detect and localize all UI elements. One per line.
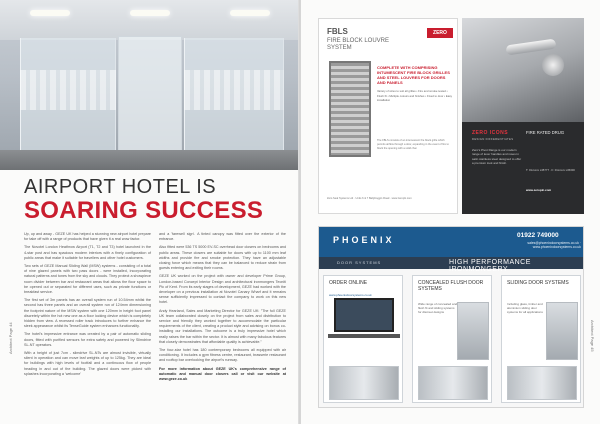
fbls-description: The FBLS consists of an intumescent fire block grille which permits airflow through a door, expanding in the event of fire to block the opening with a solid char. <box>377 139 449 150</box>
rose-image <box>542 54 564 76</box>
box-title: CONCEALED FLUSH DOOR SYSTEMS <box>418 280 484 292</box>
paragraph: With a height of just 7cm - slimdrive SL-NTs are almost invisible, virtually silent in operation and can move leaf weights of up to 125kg. They are ideal for buildings with high levels of footfall and a continuous flow of people heading in and out of the building. The glazed doors were picked with splashes incorporating a 'welcome' <box>24 351 151 376</box>
headline-line2: SOARING SUCCESS <box>24 197 264 224</box>
frosted-band <box>20 70 116 110</box>
ceiling-light <box>130 10 170 16</box>
product-image <box>418 366 488 400</box>
hotel-interior-photo <box>0 0 300 170</box>
phoenix-email: sales@phoenixdoorsystems.co.uk · www.phoenixdoorsystems.co.uk <box>527 241 581 250</box>
product-image <box>507 366 577 400</box>
product-image <box>329 366 399 400</box>
paragraph: Also fitted were 536 TS 5000 EV-SC overhead door closers on bedrooms and public areas. These closers are suitable for doors with up to 1100 mm leaf widths and provide fire and smoke protection. They have an adjustable closing force which means that they can be balanced to reduce strain from guests entering and exiting their rooms. <box>159 245 286 271</box>
sliding-door-box <box>501 275 581 403</box>
page-folio-left: Architect Page 44 <box>8 322 13 354</box>
phoenix-subbar-right: HIGH PERFORMANCE IRONMONGERY <box>449 259 531 273</box>
ceiling-light <box>230 10 270 16</box>
page-folio-right: Architect Page 45 <box>590 320 595 352</box>
handle-photo <box>462 18 584 122</box>
fbls-brand: FBLS <box>327 27 348 36</box>
laptop-image <box>334 298 394 332</box>
floor <box>0 150 300 170</box>
paragraph: Up, up and away - GEZE UK has helped a stunning new airport hotel prepare for take off with a range of products that have given it a real wow factor. <box>24 232 151 242</box>
paragraph: GEZE UK worked on the project with owner and developer Prime Group, London-based Concept Interior Design and architectural ironmongers Tecniti Plc of Kent. From its early stages of development, GEZE had worked with the developer on a previous installation at Novotel Canary Wharf and it remains sense sufficiently impressed to contact the company to work on this new hotel. <box>159 274 286 305</box>
zero-handle-advert <box>462 18 584 214</box>
paragraph: and a 'farewell sign'. A tinted canopy was fitted over the exterior of the entrance. <box>159 232 286 242</box>
paragraph: Andy Hearland, Sales and Marketing Director for GEZE UK: "The full GEZE UK team collaborated closely on the project from sales and distribution to service and friendly they worked together to accommodate the particular requirements of the client, creating a product style and advising on bonus co-installing our installations. The outcome is a truly impressive hotel which really raises the bar within the sector. It is almost with many fabulous features that closely demonstrates that affordable quality is achievable." <box>159 308 286 344</box>
box-text: Wide range of concealed and flush fit and sliding systems for discreet designs <box>418 302 458 315</box>
box-title: SLIDING DOOR SYSTEMS <box>507 280 569 286</box>
phoenix-subbar <box>319 257 584 273</box>
frosted-band <box>184 70 284 110</box>
box-link: www.phoenixdoorsystems.co.uk <box>329 293 372 297</box>
fbls-headline: COMPLETE WITH COMPRISING INTUMESCENT FIRE BLOCK GRILLES AND STEEL LOUVRES FOR DOORS AND PANELS <box>377 65 450 85</box>
fbls-bullets: Variety of sizes to suit all grilles • Fire and smoke tested • Flush fit • Multiple colours and finishes • Fixed to door • Easy installation <box>377 89 453 103</box>
ceiling-light <box>30 10 70 16</box>
zero-website: www.zeroplc.com <box>526 188 552 192</box>
phoenix-banner <box>319 227 584 257</box>
phoenix-phone: 01922 749000 <box>517 232 559 239</box>
phoenix-advert <box>318 226 584 408</box>
closing-paragraph: For more information about GEZE UK's comprehensive range of automatic and manual door closers call or visit our website at www.geze.co.uk <box>159 366 286 382</box>
door-image <box>457 302 489 360</box>
paragraph: Two sets of GEZE Manual Sliding Wall (MSW) systems - consisting of a total of nine glazed panels with two pass doors - were installed, incorporating natural patterns and tones from the sky and clouds. They protect a showpiece room divider between bar and restaurant areas that allows the floor space to be opened out or separated for different uses, such as private functions or breakfast service. <box>24 264 151 295</box>
zero-description: Zero's Pivot Range is our modern range of lever handles and roses in satin stainless steel designed to offer a premium look and finish. <box>472 148 522 166</box>
article-column-1 <box>24 232 151 407</box>
fbls-footer: Zero Seal Systems Ltd · Units 6 & 7 Ballyboggin Road · www.zeroplc.com <box>327 197 412 200</box>
paragraph: The four-star hotel has 180 contemporary bedrooms all equipped with air conditioning. It includes a gym fitness centre, restaurant, brasserie restaurant and rooftop bar overlooking the airport's runway. <box>159 348 286 363</box>
ceiling <box>0 0 300 40</box>
paragraph: The first set of 3m panels has an overall system run of 10.54mm whilst the second has three panels and an overall system run of 124mm dimensioning the footprint nature of the MSW system with one 120mm in height foot panel discretely within the hot new one as a floor locking device which is completely hidden from view. A recessed roller track introduces to further enhance the sleek appearance whilst its TenseGuide system enhances functionality. <box>24 298 151 329</box>
louvre-grille-image <box>329 61 371 157</box>
article-column-2 <box>159 232 286 407</box>
paragraph: The hotel's impressive entrance was created by a pair of automatic sliding doors, fitted with purified sensors for extra safety and powered by Slimdrive SL-NT operators. <box>24 332 151 347</box>
zero-icons-logo: ZERO ICONS <box>472 130 509 136</box>
article-body <box>24 232 286 407</box>
zero-logo: ZERO <box>427 28 453 38</box>
box-title: ORDER ONLINE <box>329 280 368 286</box>
concealed-flush-box <box>412 275 492 403</box>
zero-tagline: DESIGN DIFFERENTIATES <box>472 137 514 141</box>
box-text: Including glass, timber and aluminium sliding door systems for all applications <box>507 302 543 315</box>
fbls-subtitle: FIRE BLOCK LOUVRE SYSTEM <box>327 38 390 51</box>
paragraph: The Novotel London Heathrow Airport (T1, T2 and T3) hotel launched in the 4-star post and has spacious modern interiors with a finely configuration of public areas that make it suitable for travellers and other hotel customers. <box>24 245 151 260</box>
zero-contact: T: 01xxxxx x45777 · F: 01xxxxx x45300 <box>526 168 575 172</box>
zero-range-title: FIRE RATED DRUG <box>526 130 565 135</box>
laptop-base <box>328 334 400 338</box>
glass-door <box>118 36 182 154</box>
door-image <box>546 302 578 360</box>
phoenix-subbar-left: DOOR SYSTEMS <box>337 260 382 265</box>
headline-line1: AIRPORT HOTEL IS <box>24 176 217 198</box>
order-online-box <box>323 275 403 403</box>
phoenix-logo: PHOENIX <box>333 235 395 245</box>
fbls-advert <box>318 18 458 214</box>
